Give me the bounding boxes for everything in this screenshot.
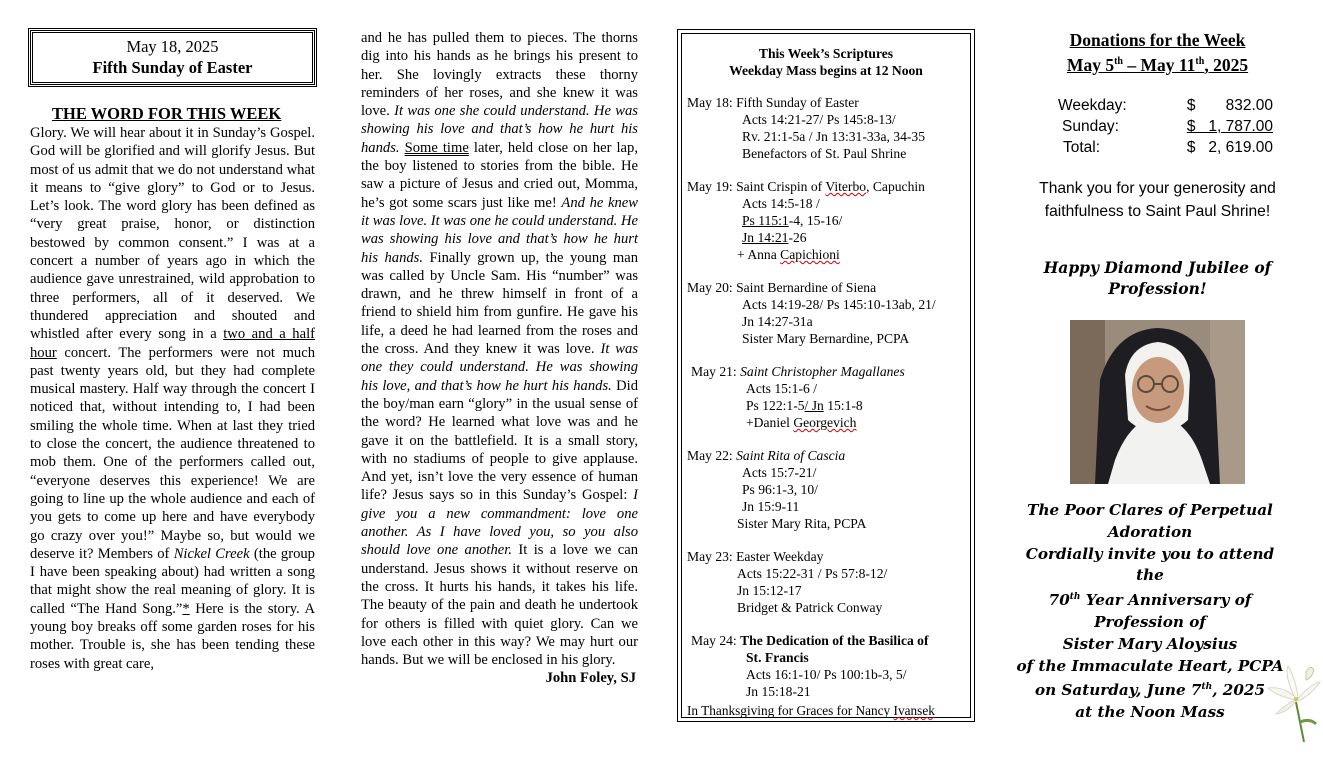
bulletin-date: May 18, 2025	[126, 37, 219, 56]
scriptures-title: This Week’s Scriptures Weekday Mass begins at 12 Noon	[729, 46, 923, 78]
column-donations	[1010, 0, 1305, 299]
band-name: Nickel Creek	[173, 545, 250, 562]
day-may-22: May 22: Saint Rita of Cascia Acts 15:7-21/ Ps 96:1-3, 10/ Jn 15:9-11 Sister Mary Rita, PCPA	[687, 448, 867, 531]
footnote-mark: *	[182, 600, 190, 617]
word-text-2: and he has pulled them to pieces. The thorns dig into his hands as he brings his present to her. She lovingly extracts these thorny reminders of her roses, and she knew it was love. It was one she could understand. He was showing his love and that’s how he hurt his hands. Some time later, held close on her lap, the boy listened to stories from the bible. He saw a picture of Jesus and cried out, Momma, he’s got some scars just like me! And he knew it was love. It was one he could understand. He was showing his love and that’s how he hurt his hands. Finally grown up, the young man was called by Uncle Sam. His “number” was drawn, and he threw himself in front of a friend to shield him from gunfire. He gave his life, a deed he had learned from the roses and the cross. And they knew it was love. It was one they could understand. He was showing his love, and that’s how he hurt his hands. Did the boy/man earn “glory” in the usual sense of the word? He learned what love was and he gave it on the battlefield. It is a small story, with no stadiums of people to give applause. And yet, isn’t love the very essence of human life? Jesus says so in this Sunday’s Gospel: I give you a new commandment: love one another. As I have loved you, so you also should love one another. It is a love we can understand. Jesus shows it without reserve on the cross. It hurts his hands, it takes his life. The beauty of the pain and death he undertook for others is filled with quiet glory. Can we love each other in this way? We may hurt our hands. But we will be enclosed in his glory. John Foley, SJ	[361, 30, 638, 687]
day-may-24: May 24: The Dedication of the Basilica of St. Francis Acts 16:1-10/ Ps 100:1b-3, 5/ Jn 15:18-21	[691, 633, 929, 699]
word-text-1: Glory. We will hear about it in Sunday’s Gospel. God will be glorified and will glorify Jesus. But most of us admit that we do not understand what it means to “give glory” to God or to Jesus. Let’s look. The word glory has been defined as “very great praise, honor, or distinction bestowed by common consent.” I was at a concert a number of years ago in which the audience gave unrestrained, wild approbation to three performers, all of it deserved. We thundered appreciation and shouted and whistled after every song in a two and a half hour concert. The performers were not much past twenty years old, but they had complete musical mastery. Half way through the concert I noticed that, without intending to, I had been smiling the whole time. When at last they tried to close the concert, the audience threatened to mob them. One of the performers called out, “everyone deserves this experience! We are going to line up the whole audience and each of you gets to come up here and have everybody go crazy over you!” Maybe so, but would we deserve it? Members of Nickel Creek (the group I have been speaking about) had written a song that might show the real meaning of glory. It is called “The Hand Song.”* Here is the story. A young boy breaks off some garden roses for his mother. Trouble is, she has been tending these roses with great care,	[30, 125, 316, 672]
word-heading: THE WORD FOR THIS WEEK	[52, 104, 282, 123]
underlined-phrase: two and a half hour	[30, 326, 316, 361]
anniversary-invitation: The Poor Clares of Perpetual Adoration Cordially invite you to attend the 70th Year Anniversary of Profession of Sister Mary Aloysius of the Immaculate Heart, PCPA on Saturday, June 7th, 2025 at the Noon Mass	[1016, 501, 1284, 722]
lily-flower-icon	[1266, 662, 1322, 742]
date-box	[30, 30, 315, 85]
donations-table	[1057, 95, 1273, 158]
column-word-continued	[361, 0, 638, 688]
day-may-20: May 20: Saint Bernardine of Siena Acts 14:19-28/ Ps 145:10-13ab, 21/ Jn 14:27-31a Sister Mary Bernardine, PCPA	[687, 280, 936, 346]
donations-thanks: Thank you for your generosity and faithfulness to Saint Paul Shrine!	[1039, 179, 1276, 220]
day-may-23: May 23: Easter Weekday Acts 15:22-31 / Ps 57:8-12/ Jn 15:12-17 Bridget & Patrick Conway	[687, 549, 888, 615]
table-row: Total: $ 2, 619.00	[1063, 138, 1273, 156]
donations-title: Donations for the Week May 5th – May 11th, 2025	[1066, 30, 1249, 75]
scriptures-box	[677, 29, 975, 722]
day-may-21: May 21: Saint Christopher Magallanes Acts 15:1-6 / Ps 122:1-5/ Jn 15:1-8 +Daniel Georgevich	[691, 364, 905, 430]
day-may-19: May 19: Saint Crispin of Viterbo, Capuchin Acts 14:5-18 / Ps 115:1-4, 15-16/ Jn 14:21-26 + Anna Capichioni	[687, 179, 925, 262]
author-signature: John Foley, SJ	[545, 670, 636, 687]
liturgical-day: Fifth Sunday of Easter	[92, 58, 253, 77]
nun-portrait-icon	[1070, 320, 1245, 484]
may-24-intention: In Thanksgiving for Graces for Nancy Ivansek	[687, 703, 935, 718]
jubilee-heading: Happy Diamond Jubilee of Profession!	[1043, 257, 1272, 298]
table-row: Sunday: $ 1, 787.00	[1062, 117, 1273, 135]
day-may-18: May 18: Fifth Sunday of Easter Acts 14:21-27/ Ps 145:8-13/ Rv. 21:1-5a / Jn 13:31-33a, 34-35 Benefactors of St. Paul Shrine	[687, 95, 925, 161]
column-word	[30, 0, 315, 673]
table-row: Weekday: $ 832.00	[1058, 96, 1273, 114]
sister-photo	[1070, 320, 1245, 484]
